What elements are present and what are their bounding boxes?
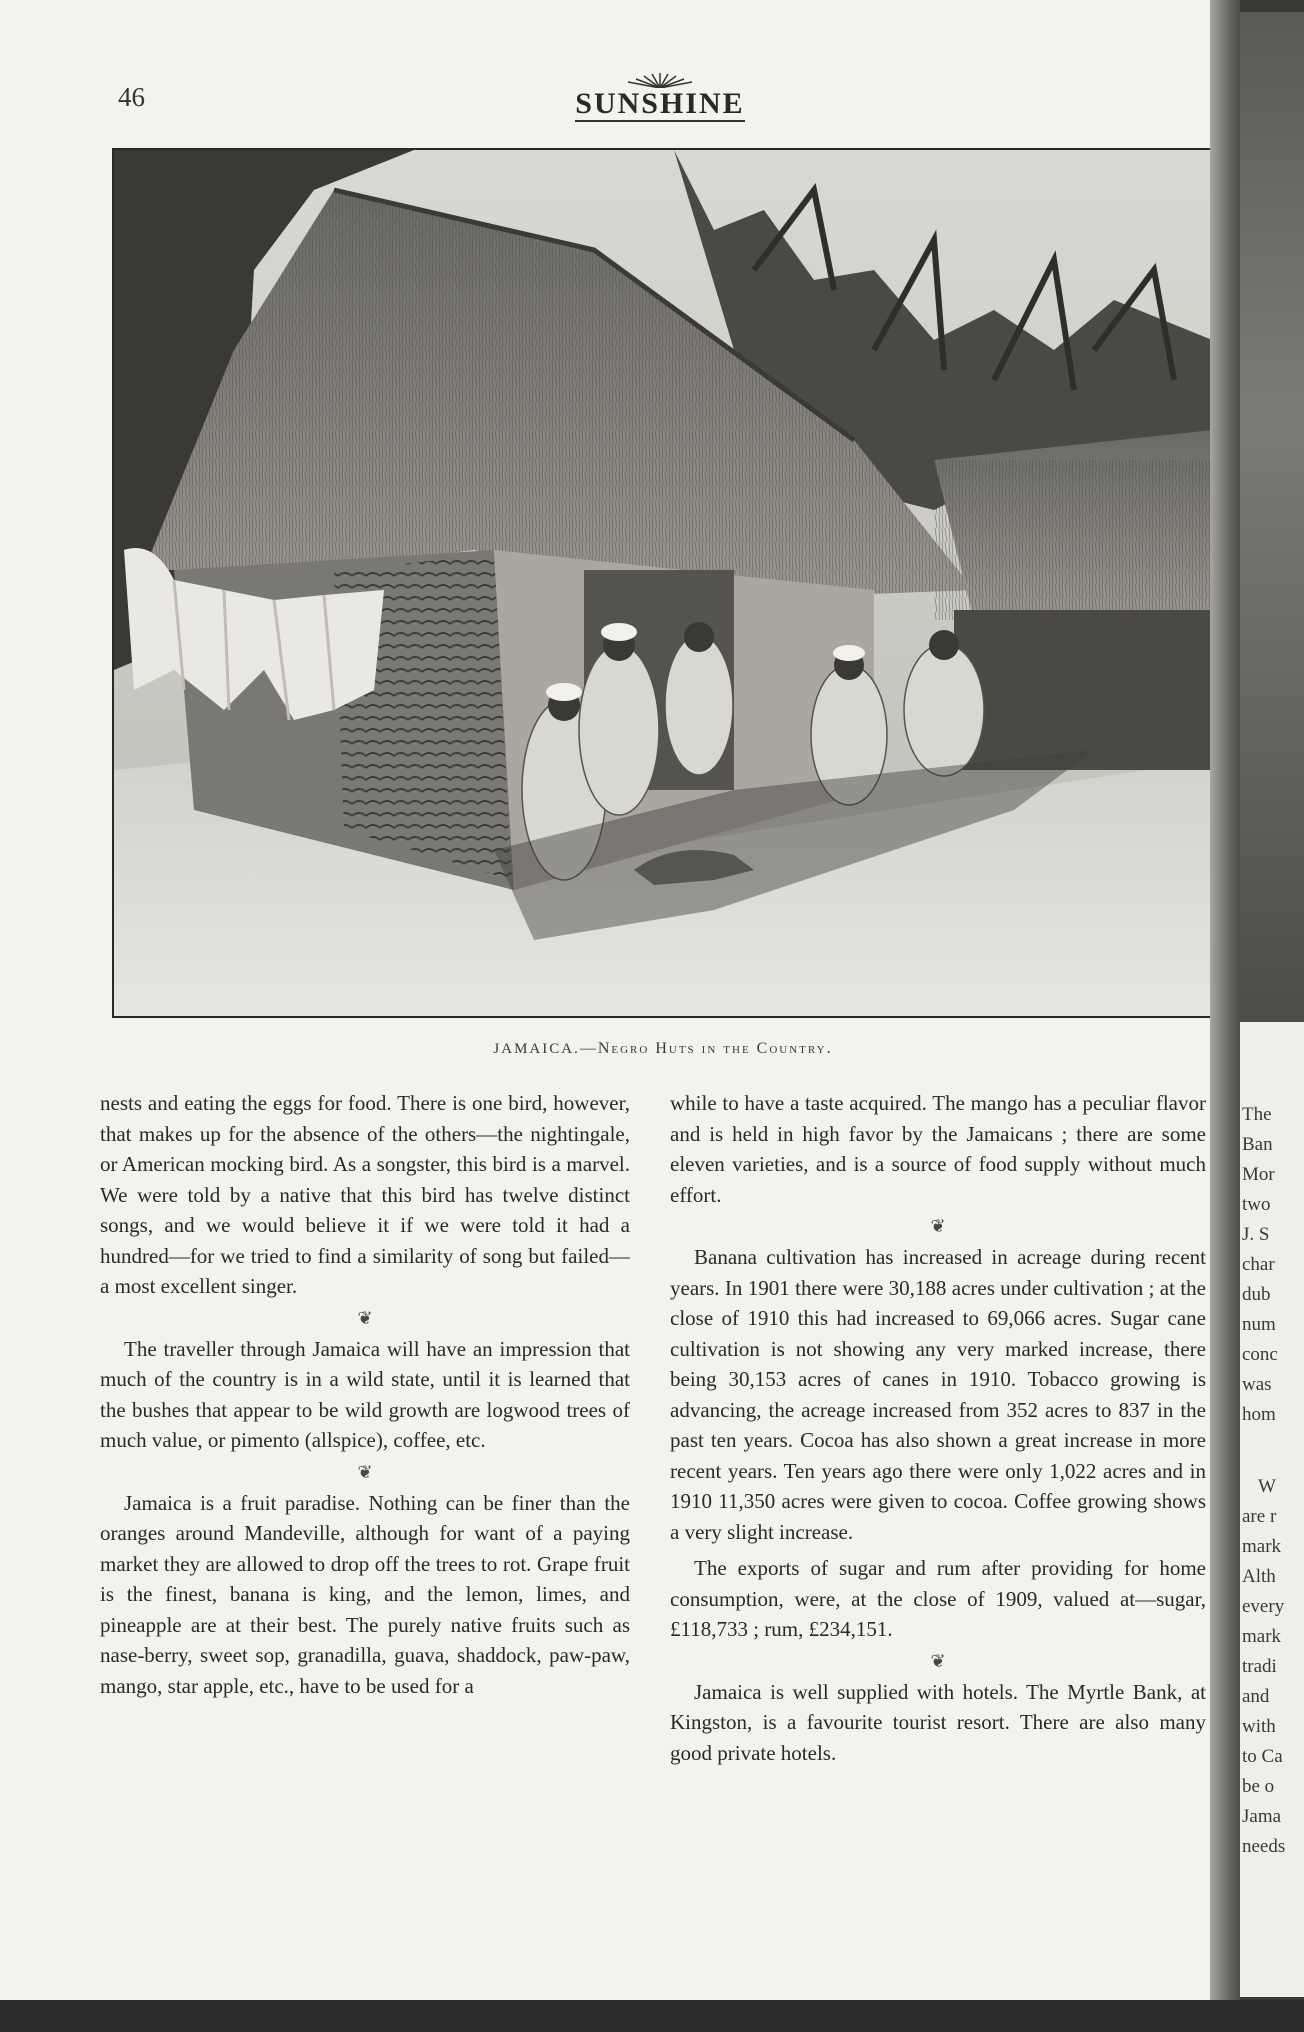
paragraph-fruit-paradise: Jamaica is a fruit paradise. Nothing can be finer than the oranges around Mandeville, although for want of a paying market they are allowed to drop off the trees to rot. Grape fruit is the finest, banana is king, and the lemon, limes, and pineapple are at their best. The purely native fruits such as nase-berry, sweet sop, granadilla, guava, shaddock, paw-paw, mango, star apple, etc., have to be used for a — [100, 1490, 630, 1698]
next-page-fragment: J. S — [1242, 1224, 1270, 1245]
leaf-ornament-icon: ❦ — [357, 1307, 373, 1328]
scan-bottom-edge — [0, 2000, 1304, 2032]
article-column-left — [100, 1088, 630, 1701]
caption-description: —Negro Huts in the Country. — [579, 1040, 833, 1057]
next-page-fragment: dub — [1242, 1284, 1271, 1305]
sun-rays-icon — [600, 72, 720, 88]
next-page-fragment: every — [1242, 1596, 1285, 1617]
next-page-fragment: be o — [1242, 1776, 1275, 1797]
next-page-fragment: with — [1242, 1716, 1276, 1737]
next-page-fragment: and — [1242, 1686, 1270, 1707]
leaf-ornament-icon: ❦ — [930, 1650, 946, 1671]
caption-place: JAMAICA. — [493, 1041, 580, 1057]
book-spine — [1210, 0, 1240, 2000]
article-column-right — [670, 1088, 1206, 1768]
leaf-ornament-icon: ❦ — [930, 1216, 946, 1236]
next-page-fragment: conc — [1242, 1344, 1278, 1365]
masthead-title: SUNSHINE — [575, 87, 745, 120]
paragraph-wild-state: The traveller through Jamaica will have an impression that much of the country is in a wild state, until it is learned that the bushes that appear to be wild growth are logwood trees of much value, or pimento (allspice), coffee, etc. — [100, 1336, 630, 1452]
next-page-fragment: Alth — [1242, 1566, 1276, 1587]
next-page-fragment: num — [1242, 1314, 1276, 1335]
next-page-fragment: Jama — [1242, 1806, 1282, 1827]
masthead — [560, 72, 760, 122]
paragraph-hotels: Jamaica is well supplied with hotels. The Myrtle Bank, at Kingston, is a favourite tourist resort. There are also many good private hotels. — [670, 1679, 1206, 1765]
next-page-fragment: mark — [1242, 1626, 1282, 1647]
paragraph-mango: while to have a taste acquired. The mango has a peculiar flavor and is held in high favor by the Jamaicans ; there are some eleven varieties, and is a source of food supply without much effort. — [670, 1091, 1206, 1207]
paragraph-mocking-bird: nests and eating the eggs for food. There is one bird, however, that makes up for the absence of the others—the nightingale, or American mocking bird. As a songster, this bird is a marvel. We were told by a native that this bird has twelve distinct songs, and we would believe it if we were told it had a hundred—for we tried to find a similarity of song but failed—a most excellent singer. — [100, 1091, 630, 1298]
leaf-ornament-icon: ❦ — [357, 1461, 373, 1482]
next-page-fragment: are r — [1242, 1506, 1277, 1527]
next-page-fragment: to Ca — [1242, 1746, 1283, 1767]
next-page-fragment: tradi — [1242, 1656, 1277, 1677]
paragraph-exports: The exports of sugar and rum after providing for home consumption, were, at the close of 1909, valued at—sugar, £118,733 ; rum, £234,151. — [670, 1556, 1206, 1641]
next-page-photo-edge — [1240, 12, 1304, 1022]
next-page-fragment: W — [1258, 1476, 1276, 1497]
next-page-fragment: The — [1242, 1104, 1272, 1125]
photo-caption — [112, 1040, 1210, 1058]
next-page-fragment: needs — [1242, 1836, 1286, 1857]
next-page-fragment: mark — [1242, 1536, 1282, 1557]
paragraph-cultivation: Banana cultivation has increased in acreage during recent years. In 1901 there were 30,188 acres under cultivation ; at the close of 1910 this had increased to 69,066 acres. Sugar cane cultivation is not showing any very marked increase, there being 30,153 acres of canes in 1910. Tobacco growing is advancing, the acreage increased from 352 acres to 837 in the past ten years. Cocoa has also shown a great increase in more recent years. Ten years ago there were only 1,022 acres and in 1910 11,350 acres were given to cocoa. Coffee growing shows a very slight increase. — [670, 1245, 1206, 1544]
next-page-fragment: Mor — [1242, 1164, 1275, 1185]
next-page-fragment: two — [1242, 1194, 1271, 1215]
page-number: 46 — [118, 82, 145, 112]
next-page-fragment: Ban — [1242, 1134, 1273, 1155]
next-page-edge — [1240, 12, 1304, 1997]
next-page-fragment: char — [1242, 1254, 1275, 1275]
next-page-fragment: was — [1242, 1374, 1272, 1395]
photograph-negro-huts — [112, 148, 1210, 1018]
next-page-fragment: hom — [1242, 1404, 1276, 1425]
